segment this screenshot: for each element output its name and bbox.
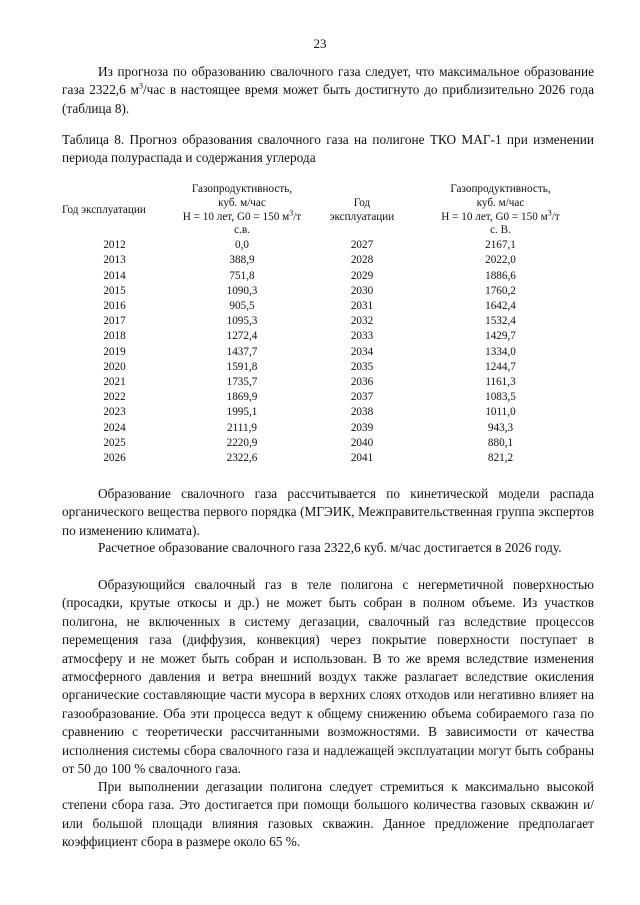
intro-superscript: 3 [138, 81, 143, 91]
productivity-cell: 0,0 [235, 239, 249, 252]
productivity-cell: 2220,9 [226, 436, 258, 449]
productivity-cell: 1090,3 [226, 284, 258, 297]
productivity-cell: 2167,1 [485, 239, 516, 252]
table-body [62, 238, 594, 466]
year-cell: 2014 [103, 269, 126, 282]
year-cell: 2027 [350, 239, 374, 252]
productivity-cell: 1591,8 [226, 360, 258, 373]
year-cell: 2025 [103, 436, 126, 449]
year-cell: 2034 [350, 345, 374, 358]
productivity-cell: 905,5 [229, 300, 255, 312]
year-cell: 2039 [350, 421, 374, 434]
year-cell: 2030 [350, 284, 374, 297]
year-cell: 2026 [103, 452, 126, 465]
year-cell: 2023 [103, 406, 126, 419]
year-cell: 2035 [350, 360, 374, 373]
productivity-cell: 1532,4 [485, 315, 516, 328]
col-header-year-2: Год эксплуатации [329, 196, 395, 223]
paragraph-collection: Образующийся свалочный газ в теле полигона с негерметичной поверхностью (просадки, крутые откосы и др.) не может быть собран в полном объеме. Из участков полигона, не включенных в систему дегазации, свалочный газ вследствие процессов перемещения газа (диффузия, конвекция) через покрытие поверхности поступает в атмосферу и не может быть собран и использован. В то же время вследствие изменения атмосферного давления и ветра внешний воздух также разлагает вследствие окисления органические составляющие части мусора в верхних слоях отходов или негативно влияет на газообразование. Оба эти процесса ведут к общему снижению объема собираемого газа по сравнению с теоретически рассчитанными возможностями. В зависимости от качества исполнения системы сбора свалочного газа и надлежащей эксплуатации могут быть собраны от 50 до 100 % свалочного газа. [62, 577, 594, 777]
year-cell: 2021 [103, 376, 126, 389]
year-cell: 2041 [350, 452, 374, 465]
header-line [407, 207, 594, 225]
year-cell: 2032 [350, 315, 374, 328]
header-line: Газопродуктивность, [191, 183, 293, 195]
col-header-productivity-1 [167, 183, 317, 238]
year-cell: 2018 [103, 330, 126, 343]
year-cell: 2024 [103, 421, 126, 434]
productivity-cell: 880,1 [487, 436, 514, 449]
productivity-cell: 1869,9 [226, 391, 258, 404]
productivity-cell: 1161,3 [485, 376, 516, 389]
paragraph-calculated: Расчетное образование свалочного газа 2322,6 куб. м/час достигается в 2026 году. [98, 540, 562, 555]
productivity-cell: 2022,0 [485, 254, 516, 267]
col-header-year-1: Год эксплуатации [62, 203, 146, 216]
header-line: куб. м/час [218, 196, 266, 209]
year-cell: 2022 [103, 391, 126, 404]
productivity-cell: 1886,6 [485, 269, 516, 282]
paragraph-model: Образование свалочного газа рассчитывается по кинетической модели распада органического вещества первого порядка (МГЭИК, Межправительственная группа экспертов по изменению климата). [62, 486, 594, 538]
productivity-cell: 2111,9 [227, 421, 257, 434]
table-row [62, 314, 594, 329]
productivity-cell: 1437,7 [226, 345, 258, 358]
gas-forecast-table [62, 183, 594, 466]
year-cell: 2040 [350, 436, 374, 449]
table-row [62, 436, 594, 451]
year-cell: 2019 [103, 345, 126, 358]
productivity-cell: 2322,6 [226, 452, 258, 465]
table-row [62, 238, 594, 253]
header-line: Газопродуктивность, [450, 183, 551, 195]
productivity-cell: 1272,4 [226, 330, 258, 343]
year-cell: 2020 [103, 360, 126, 373]
header-text: H = 10 лет, G0 = 150 м [182, 210, 290, 223]
header-superscript: 3 [289, 207, 294, 217]
year-cell: 2013 [103, 254, 126, 267]
productivity-cell: 821,2 [487, 452, 514, 465]
productivity-cell: 1429,7 [485, 330, 516, 343]
header-line [167, 207, 317, 225]
year-cell: 2038 [350, 406, 374, 419]
year-cell: 2036 [350, 376, 374, 389]
productivity-cell: 1244,7 [485, 360, 516, 373]
table-row [62, 390, 594, 405]
productivity-cell: 1760,2 [485, 284, 516, 297]
year-cell: 2037 [350, 391, 374, 404]
intro-text-part1: Из прогноза по образованию свалочного газа следует, что максимальное образование газа 2322,6 м [62, 64, 594, 98]
table-row [62, 451, 594, 466]
year-cell: 2028 [350, 254, 374, 267]
productivity-cell: 1334,0 [485, 345, 516, 358]
table-row [62, 360, 594, 375]
year-cell: 2029 [350, 269, 374, 282]
header-text: H = 10 лет, G0 = 150 м [441, 210, 548, 223]
year-cell: 2015 [103, 284, 126, 297]
table-row [62, 405, 594, 420]
productivity-cell: 1735,7 [226, 376, 258, 389]
table-row [62, 269, 594, 284]
productivity-cell: 1083,5 [485, 391, 516, 404]
intro-paragraph [62, 63, 594, 118]
header-line: куб. м/час [476, 196, 525, 209]
table-row [62, 375, 594, 390]
page-number: 23 [313, 36, 327, 51]
paragraph-degassing: При выполнении дегазации полигона следует стремиться к максимально высокой степени сбора газа. Это достигается при помощи большого количества газовых скважин и/ или большой площади влияния газовых скважин. Данное предложение предполагает коэффициент сбора в размере около 65 %. [62, 779, 594, 850]
year-cell: 2012 [103, 239, 126, 252]
productivity-cell: 943,3 [487, 421, 514, 434]
year-cell: 2031 [350, 300, 374, 312]
header-line: с. В. [490, 224, 511, 237]
table-row [62, 421, 594, 436]
table-row [62, 253, 594, 268]
table-row [62, 345, 594, 360]
productivity-cell: 1642,4 [485, 300, 516, 312]
table-header-row [62, 183, 594, 238]
productivity-cell: 1011,0 [485, 406, 516, 419]
header-superscript: 3 [547, 207, 552, 217]
table-row [62, 329, 594, 344]
productivity-cell: 1995,1 [226, 406, 258, 419]
year-cell: 2033 [350, 330, 374, 343]
productivity-cell: 1095,3 [226, 315, 258, 328]
header-text: /т [551, 210, 560, 223]
productivity-cell: 751,8 [229, 269, 255, 282]
table-row [62, 284, 594, 299]
table-caption: Таблица 8. Прогноз образования свалочного газа на полигоне ТКО МАГ-1 при изменении периода полураспада и содержания углерода [62, 132, 594, 166]
intro-text-part2: /час в настоящее время может быть достигнуто до приблизительно 2026 года (таблица 8). [62, 82, 595, 116]
year-cell: 2017 [103, 315, 126, 328]
col-header-productivity-2 [407, 183, 594, 238]
table-row [62, 299, 594, 314]
header-line: с.в. [234, 224, 250, 237]
productivity-cell: 388,9 [229, 254, 255, 267]
year-cell: 2016 [103, 300, 126, 312]
header-text: /т [293, 210, 302, 223]
